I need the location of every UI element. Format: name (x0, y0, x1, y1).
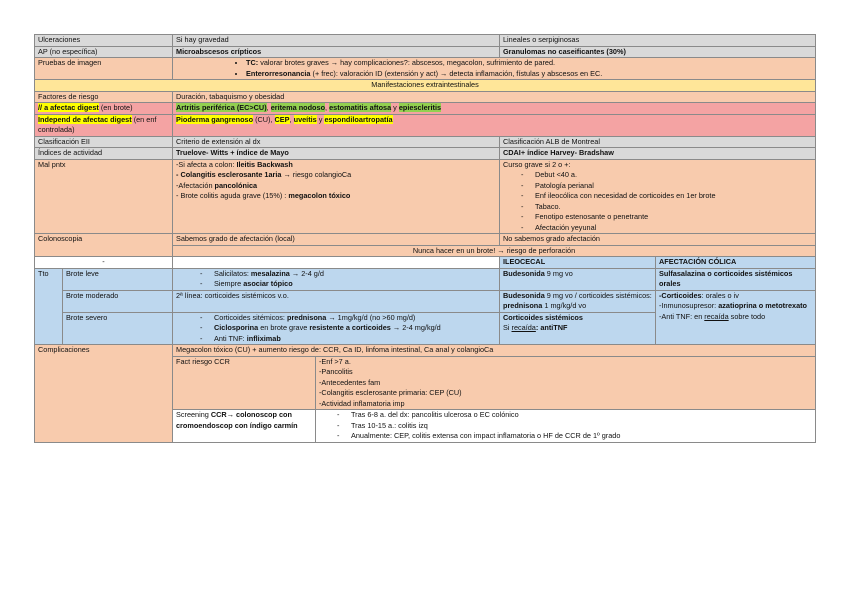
ulceraciones-ec: Lineales o serpiginosas (500, 35, 816, 47)
leve-label: Brote leve (63, 268, 173, 290)
indices-label: Índices de actividad (35, 148, 173, 160)
tto-label: Tto (35, 268, 63, 345)
mod-colica: -Corticoides: orales o iv -Inmunosupresor: azatioprina o metotrexato -Anti TNF: en recaída sobre todo (656, 290, 816, 345)
fact-riesgo-label: Fact riesgo CCR (173, 357, 316, 410)
independ-label: Independ de afectac digest (en enf controlada) (35, 114, 173, 136)
row-ap (35, 46, 816, 58)
ulceraciones-cu: Si hay gravedad (173, 35, 500, 47)
row-factores (35, 91, 816, 103)
factores-text: Duración, tabaquismo y obesidad (173, 91, 816, 103)
leve-colica: Sulfasalazina o corticoides sistémicos orales (656, 268, 816, 290)
clasif-cu: Criterio de extensión al dx (173, 136, 500, 148)
row-brote-leve (35, 268, 816, 290)
list-item: - Enf ileocólica con necesidad de corticoides en 1er brote (513, 191, 812, 202)
row-independ (35, 114, 816, 136)
ulceraciones-label: Ulceraciones (35, 35, 173, 47)
colono-note: Nunca hacer en un brote! → riesgo de perforación (173, 245, 816, 257)
colono-cu: Sabemos grado de afectación (local) (173, 234, 500, 246)
tto-header-dash: - (35, 257, 173, 269)
factores-label: Factores de riesgo (35, 91, 173, 103)
row-tto-header (35, 257, 816, 269)
mal-ec-list (503, 170, 812, 233)
tto-header-ileocecal: ILEOCECAL (500, 257, 656, 269)
list-item: - Patología perianal (513, 181, 812, 192)
row-mal-pronostico (35, 159, 816, 234)
colono-label: Colonoscopia (35, 234, 173, 257)
mod-cu: 2ª línea: corticoides sistémicos v.o. (173, 290, 500, 312)
comp-label: Complicaciones (35, 345, 173, 443)
leve-ileo: Budesonida 9 mg vo (500, 268, 656, 290)
screening-list (316, 410, 816, 442)
list-item: - Afectación yeyunal (513, 223, 812, 234)
list-item: - Fenotipo estenosante o penetrante (513, 212, 812, 223)
comparison-table (34, 34, 815, 443)
clasif-ec: Clasificación ALB de Montreal (500, 136, 816, 148)
pruebas-label: Pruebas de imagen (35, 58, 173, 80)
ap-label: AP (no específica) (35, 46, 173, 58)
list-item: -Pancolitis (319, 367, 353, 376)
row-colonoscopia (35, 234, 816, 246)
afectac-label: // a afectac digest (en brote) (35, 103, 173, 115)
mal-ec: Curso grave si 2 o +: - Debut <40 a. - Patología perianal - Enf ileocólica con necesidad de corticoides en 1er brote - Tabaco. - Fenotipo estenosante o penetrante - Afectación yeyunal (500, 159, 816, 234)
leve-cu: - Salicilatos: mesalazina → 2-4 g/d - Siempre asociar tópico (173, 268, 500, 290)
fact-riesgo-list (316, 357, 816, 410)
screening-label: Screening CCR→ colonoscop con cromoendoscop con índigo carmín (173, 410, 316, 442)
sev-label: Brote severo (63, 312, 173, 345)
sev-cu: - Corticoides sitémicos: prednisona → 1mg/kg/d (no >60 mg/d) - Ciclosporina en brote grave resistente a corticoides → 2-4 mg/kg/d - Anti TNF: infliximab (173, 312, 500, 345)
fact-riesgo-cell (173, 356, 816, 410)
pruebas-enterorm: • Enterorresonancia (+ frec): valoración ID (extensión y act) → detecta inflamación, fístulas y abscesos en EC. (246, 69, 812, 80)
list-item: - Debut <40 a. (513, 170, 812, 181)
mal-label: Mal pntx (35, 159, 173, 234)
afectac-text: Artritis periférica (EC>CU), eritema nodoso, estomatitis aftosa y epiescleritis (173, 103, 816, 115)
screening-cell (173, 410, 816, 443)
list-item: - Tras 10-15 a.: colitis izq (329, 421, 812, 432)
list-item: - Tras 6-8 a. del dx: pancolitis ulcerosa o EC colónico (329, 410, 812, 421)
tto-header-empty (173, 257, 500, 269)
comp-megacolon: Megacolon tóxico (CU) + aumento riesgo de: CCR, Ca ID, linfoma intestinal, Ca anal y colangioCa (173, 345, 816, 357)
row-afectac (35, 103, 816, 115)
pruebas-content (173, 58, 816, 80)
manifestaciones-header: Manifestaciones extraintestinales (35, 80, 816, 92)
pruebas-tc: • TC: valorar brotes graves → hay complicaciones?: abscesos, megacolon, sufrimiento de pared. (246, 58, 812, 69)
list-item: -Enf >7 a. (319, 356, 351, 366)
row-manifestaciones (35, 80, 816, 92)
row-pruebas (35, 58, 816, 80)
row-complicaciones (35, 345, 816, 357)
clasif-label: Clasificación EII (35, 136, 173, 148)
mal-cu: -Si afecta a colon: Ileitis Backwash - Colangitis esclerosante 1aria → riesgo colangioCa -Afectación pancolónica - Brote colitis aguda grave (15%) : megacolon tóxico (173, 159, 500, 234)
independ-text: Pioderma gangrenoso (CU), CEP, uveítis y espondiloartropatía (173, 114, 816, 136)
mod-ileo: Budesonida 9 mg vo / corticoides sistémicos: prednisona 1 mg/kg/d vo (500, 290, 656, 312)
indices-ec: CDAI+ índice Harvey- Bradshaw (500, 148, 816, 160)
list-item: -Actividad inflamatoria imp (319, 398, 405, 408)
colono-ec: No sabemos grado afectación (500, 234, 816, 246)
row-brote-moderado (35, 290, 816, 312)
ap-cu: Microabscesos crípticos (173, 46, 500, 58)
list-item: -Antecedentes fam (319, 377, 381, 387)
row-ulceraciones (35, 35, 816, 47)
indices-cu: Truelove- Witts + índice de Mayo (173, 148, 500, 160)
mod-label: Brote moderado (63, 290, 173, 312)
list-item: - Anualmente: CEP, colitis extensa con impact inflamatoria o HF de CCR de 1º grado (329, 431, 812, 442)
eii-table (34, 34, 816, 443)
list-item: - Tabaco. (513, 202, 812, 213)
ap-ec: Granulomas no caseificantes (30%) (500, 46, 816, 58)
row-indices (35, 148, 816, 160)
tto-header-colica: AFECTACIÓN CÓLICA (656, 257, 816, 269)
sev-ileo: Corticoides sistémicos Si recaída: antiTNF (500, 312, 656, 345)
row-clasificacion (35, 136, 816, 148)
list-item: -Colangitis esclerosante primaria: CEP (CU) (319, 388, 462, 397)
